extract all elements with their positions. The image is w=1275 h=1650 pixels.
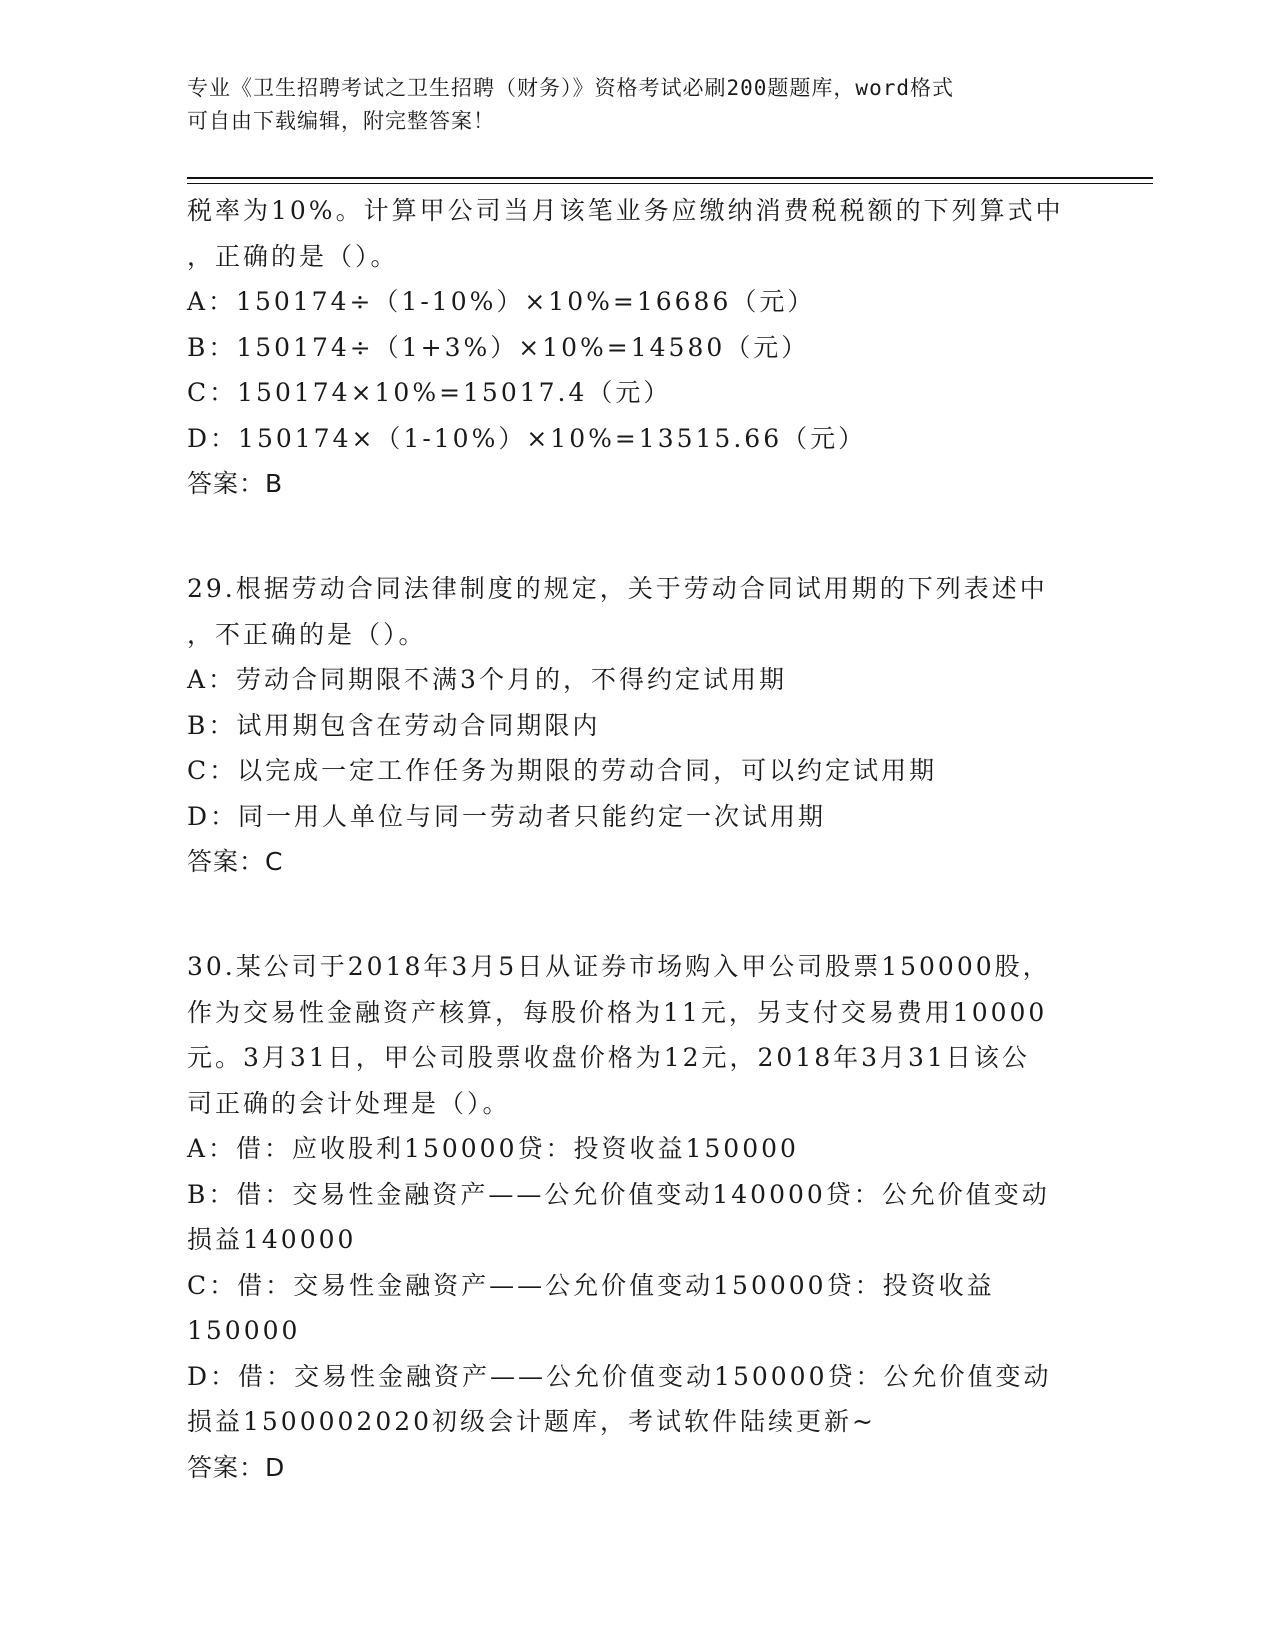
option-c: C：150174×10%=15017.4（元）	[187, 378, 672, 407]
option-b: B：试用期包含在劳动合同期限内	[187, 710, 601, 740]
header-line-2: 可自由下载编辑，附完整答案！	[187, 109, 495, 133]
option-b: B：借：交易性金融资产——公允价值变动140000贷：公允价值变动	[187, 1179, 1050, 1209]
option-b-continued: 损益140000	[187, 1225, 357, 1254]
answer-label: 答案：C	[187, 847, 284, 876]
option-a: A：借：应收股利150000贷：投资收益150000	[187, 1134, 799, 1163]
document-body	[187, 188, 1087, 1490]
question-stem-line: ，正确的是（）。	[187, 241, 399, 271]
option-b: B：150174÷（1+3%）×10%=14580（元）	[187, 332, 810, 362]
question-stem-line: 作为交易性金融资产核算，每股价格为11元，另支付交易费用10000	[187, 997, 1048, 1027]
option-d: D：同一用人单位与同一劳动者只能约定一次试用期	[187, 801, 827, 831]
option-c: C：以完成一定工作任务为期限的劳动合同，可以约定试用期	[187, 756, 938, 785]
question-stem-line: 税率为10%。计算甲公司当月该笔业务应缴纳消费税税额的下列算式中	[187, 196, 1064, 225]
header-line-1: 专业《卫生招聘考试之卫生招聘（财务）》资格考试必刷200题题库，word格式	[187, 76, 954, 100]
question-28	[187, 188, 1087, 507]
question-29	[187, 566, 1087, 885]
question-stem-line: 司正确的会计处理是（）。	[187, 1088, 511, 1118]
spacer	[187, 885, 1087, 931]
question-30	[187, 944, 1087, 1490]
option-d: D：借：交易性金融资产——公允价值变动150000贷：公允价值变动	[187, 1361, 1052, 1391]
option-a: A：劳动合同期限不满3个月的，不得约定试用期	[187, 665, 787, 694]
question-stem-line: ，不正确的是（）。	[187, 619, 427, 649]
option-a: A：150174÷（1-10%）×10%=16686（元）	[187, 287, 816, 316]
document-header	[187, 72, 1067, 138]
option-c: C：借：交易性金融资产——公允价值变动150000贷：投资收益	[187, 1270, 995, 1300]
header-divider-thick	[187, 177, 1153, 179]
option-d-continued: 损益1500002020初级会计题库，考试软件陆续更新~	[187, 1407, 877, 1436]
option-d: D：150174×（1-10%）×10%=13515.66（元）	[187, 423, 867, 453]
answer-label: 答案：B	[187, 469, 284, 498]
question-stem-line: 29.根据劳动合同法律制度的规定，关于劳动合同试用期的下列表述中	[187, 574, 1048, 603]
question-stem-line: 30.某公司于2018年3月5日从证券市场购入甲公司股票150000股，	[187, 952, 1051, 981]
answer-label: 答案：D	[187, 1452, 286, 1482]
spacer	[187, 507, 1087, 553]
option-c-continued: 150000	[187, 1316, 301, 1345]
header-divider-thin	[187, 183, 1153, 184]
question-stem-line: 元。3月31日，甲公司股票收盘价格为12元，2018年3月31日该公	[187, 1043, 1030, 1072]
